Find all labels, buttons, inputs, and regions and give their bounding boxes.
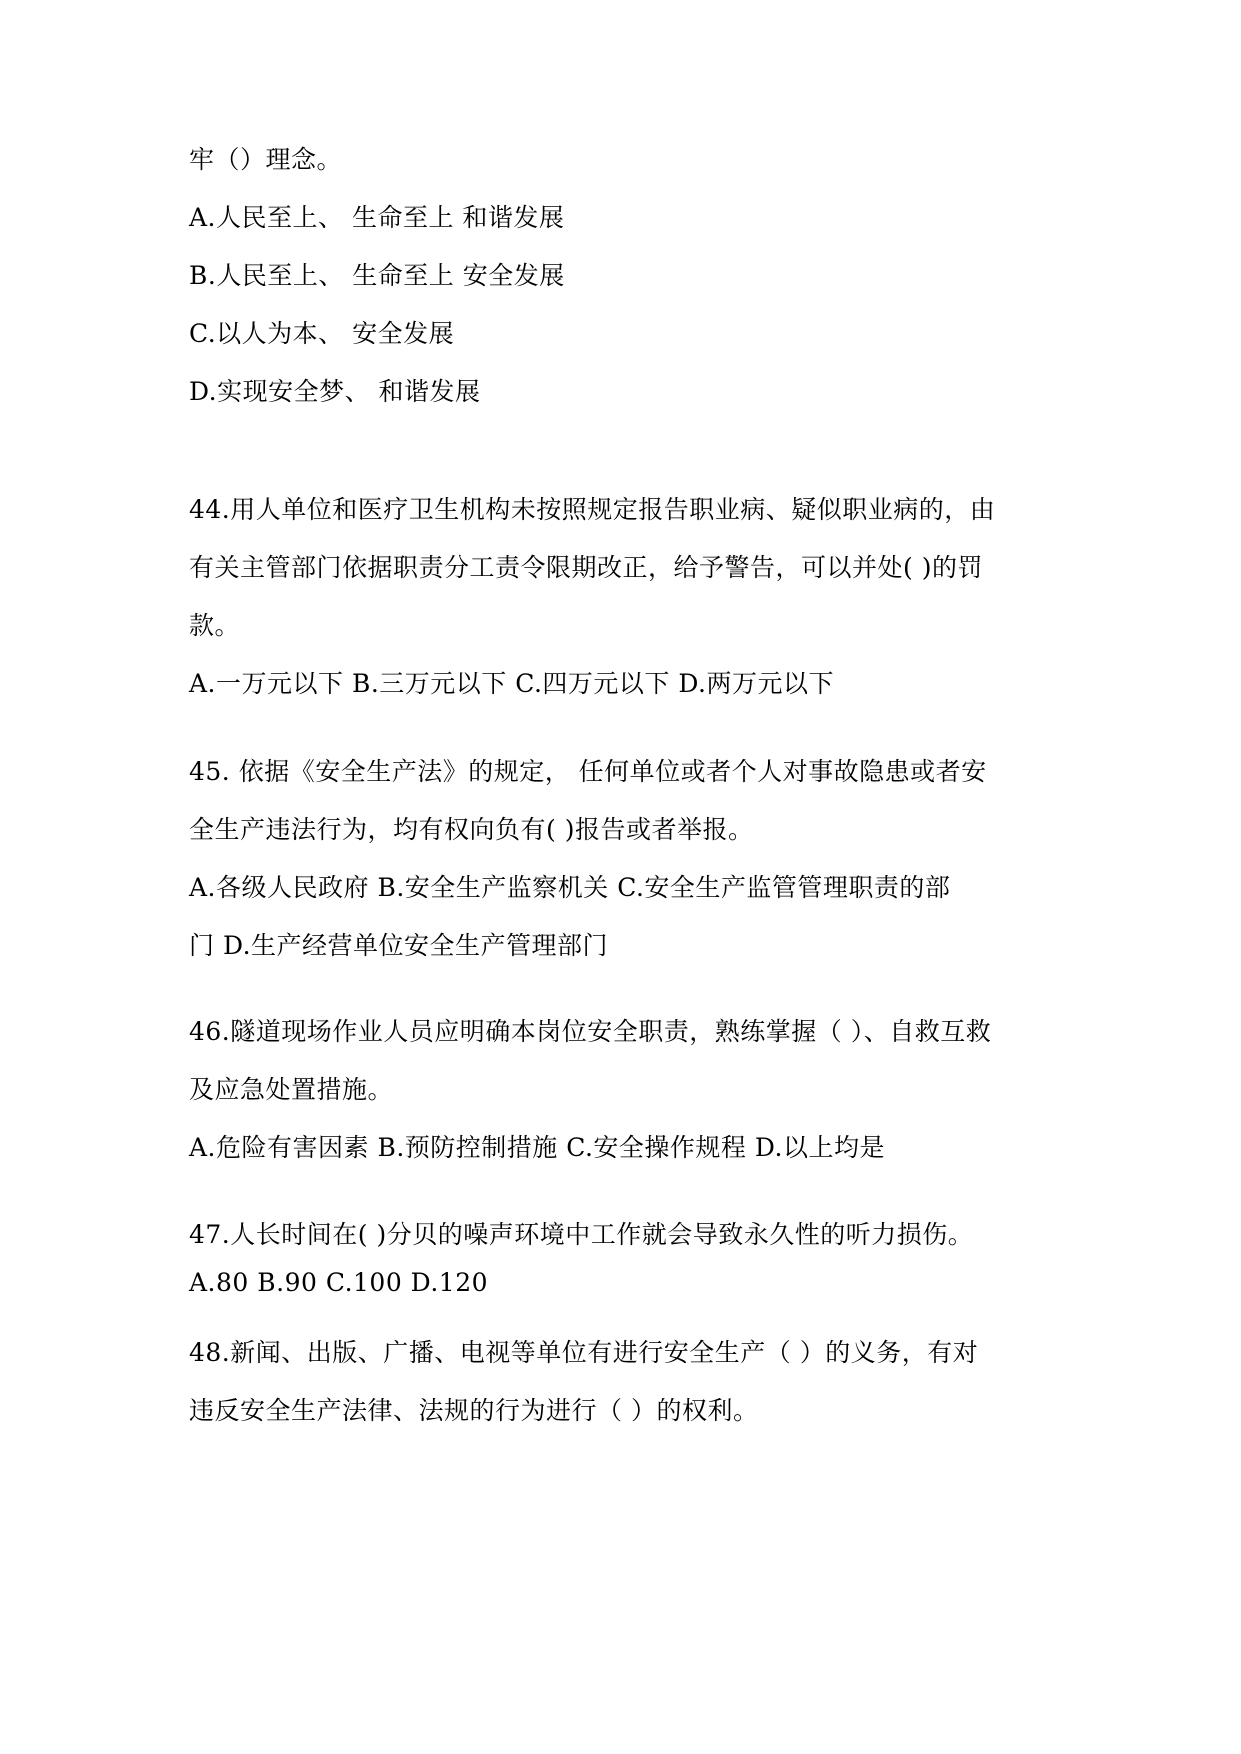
option-a: A.人民至上、 生命至上 和谐发展 — [189, 203, 565, 232]
option-c: C.以人为本、 安全发展 — [189, 319, 455, 348]
question-43-stem-end: 牢（）理念。 — [189, 145, 343, 174]
question-46-options: A.危险有害因素 B.预防控制措施 C.安全操作规程 D.以上均是 — [189, 1133, 885, 1162]
question-47-options: A.80 B.90 C.100 D.120 — [189, 1268, 489, 1297]
question-46-line-1: 46.隧道现场作业人员应明确本岗位安全职责，熟练掌握（ ）、自救互救 — [189, 1017, 992, 1046]
question-45-options-line-2: 门 D.生产经营单位安全生产管理部门 — [189, 931, 609, 960]
question-44-line-3: 款。 — [189, 611, 241, 640]
question-48-line-1: 48.新闻、出版、广播、电视等单位有进行安全生产（ ）的义务，有对 — [189, 1338, 979, 1367]
question-46-line-2: 及应急处置措施。 — [189, 1075, 394, 1104]
question-44-line-1: 44.用人单位和医疗卫生机构未按照规定报告职业病、疑似职业病的，由 — [189, 495, 996, 524]
question-44-options: A.一万元以下 B.三万元以下 C.四万元以下 D.两万元以下 — [189, 669, 834, 698]
option-b: B.人民至上、 生命至上 安全发展 — [189, 261, 565, 290]
question-47-stem: 47.人长时间在( )分贝的噪声环境中工作就会导致永久性的听力损伤。 — [189, 1220, 974, 1249]
question-45-line-1: 45. 依据《安全生产法》的规定， 任何单位或者个人对事故隐患或者安 — [189, 757, 987, 786]
question-48-line-2: 违反安全生产法律、法规的行为进行（ ）的权利。 — [189, 1396, 759, 1425]
question-45-options-line-1: A.各级人民政府 B.安全生产监察机关 C.安全生产监管管理职责的部 — [189, 873, 951, 902]
option-d: D.实现安全梦、 和谐发展 — [189, 377, 481, 406]
question-44-line-2: 有关主管部门依据职责分工责令限期改正，给予警告，可以并处( )的罚 — [189, 553, 983, 582]
question-45-line-2: 全生产违法行为，均有权向负有( )报告或者举报。 — [189, 815, 754, 844]
